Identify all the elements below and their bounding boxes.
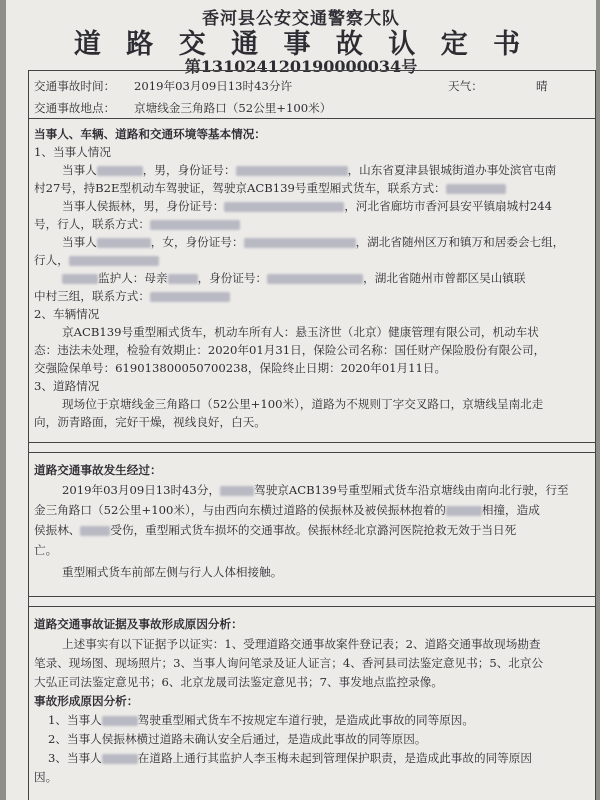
evidence-line3: 大弘正司法鉴定意见书；6、北京龙晟司法鉴定意见书；7、事发地点监控录像。 bbox=[34, 675, 443, 689]
divider-info bbox=[28, 118, 596, 119]
party-driver-line1: 当事人 ，男，身份证号： ，山东省夏津县银城街道办事处滨官屯南 bbox=[62, 163, 557, 177]
cause-line3: 3、当事人 在道路上通行其监护人李玉梅未起到管理保护职责，是造成此事故的同等原因 bbox=[48, 751, 532, 765]
guardian-line1: 监护人：母亲 ，身份证号： ，湖北省随州市曾都区吴山镇联 bbox=[62, 270, 525, 286]
party-driver-line2: 村27号，持B2E型机动车驾驶证，驾驶京ACB139号重型厢式货车，联系方式： bbox=[34, 180, 506, 196]
redacted-id bbox=[224, 202, 344, 212]
weather-value: 晴 bbox=[536, 79, 548, 93]
redacted-phone bbox=[150, 292, 230, 302]
time-value: 2019年03月09日13时43分许 bbox=[134, 79, 293, 93]
evidence-heading: 道路交通事故证据及事故形成原因分析： bbox=[34, 617, 243, 631]
guardian-line2: 中村三组，联系方式： bbox=[34, 288, 230, 304]
place-label: 交通事故地点： bbox=[34, 101, 116, 115]
redacted-name bbox=[102, 754, 138, 764]
process-line5: 重型厢式货车前部左侧与行人人体相接触。 bbox=[62, 565, 283, 579]
place-value: 京塘线金三角路口（52公里+100米） bbox=[134, 101, 332, 115]
process-line4: 亡。 bbox=[34, 543, 58, 557]
redacted-id bbox=[244, 238, 356, 248]
basic-heading: 当事人、车辆、道路和交通环境等基本情况： bbox=[34, 127, 266, 141]
process-line3: 侯振林、 受伤，重型厢式货车损坏的交通事故。侯振林经北京潞河医院抢救无效于当日死 bbox=[34, 523, 517, 537]
vehicle-line3: 交强险保单号：619013800050700238，保险终止日期：2020年01月11日。 bbox=[34, 361, 447, 375]
road-line1: 现场位于京塘线金三角路口（52公里+100米），道路为不规则丁字交叉路口，京塘线呈南北走 bbox=[62, 397, 544, 411]
cause-line1: 1、当事人 驾驶重型厢式货车不按规定车道行驶，是造成此事故的同等原因。 bbox=[48, 713, 474, 727]
redacted-phone bbox=[69, 256, 159, 266]
divider-process-2 bbox=[28, 606, 596, 607]
evidence-line2: 笔录、现场图、现场照片；3、当事人询问笔录及证人证言；4、香河县司法鉴定意见书；5、北京公 bbox=[34, 656, 544, 670]
party-pedestrian-line2: 号，行人，联系方式： bbox=[34, 216, 240, 232]
section-vehicle: 2、车辆情况 bbox=[34, 307, 100, 321]
redacted-name bbox=[102, 716, 138, 726]
document-title: 道 路 交 通 事 故 认 定 书 bbox=[73, 29, 529, 60]
vehicle-line2: 态：违法未处理，检验有效期止：2020年01月31日，保险公司名称：国任财产保险股份有限公司， bbox=[34, 343, 546, 357]
section-road: 3、道路情况 bbox=[34, 379, 100, 393]
cause-line4: 因。 bbox=[34, 770, 58, 784]
section-parties: 1、当事人情况 bbox=[34, 145, 111, 159]
redacted-phone bbox=[150, 220, 240, 230]
divider-process bbox=[28, 596, 596, 597]
redacted-phone bbox=[446, 184, 506, 194]
divider-basic-2 bbox=[28, 452, 596, 453]
party-child-line2: 行人， bbox=[34, 252, 159, 268]
road-line2: 向，沥青路面，完好干燥，视线良好，白天。 bbox=[34, 415, 266, 429]
accident-report-paper bbox=[6, 0, 596, 800]
redacted-id bbox=[236, 166, 348, 176]
redacted-name bbox=[220, 486, 254, 496]
time-label: 交通事故时间： bbox=[34, 79, 116, 93]
redacted-name bbox=[97, 238, 151, 248]
party-child-line1: 当事人 ，女，身份证号： ，湖北省随州区万和镇万和居委会七组， bbox=[62, 235, 565, 249]
evidence-line1: 上述事实有以下证据予以证实：1、受理道路交通事故案件登记表；2、道路交通事故现场勘查 bbox=[62, 637, 541, 651]
process-line1: 2019年03月09日13时43分， 驾驶京ACB139号重型厢式货车沿京塘线由南向北行驶，行至 bbox=[62, 483, 569, 497]
document-number: 第131024120190000034号 bbox=[184, 57, 418, 76]
redacted-name bbox=[80, 526, 110, 536]
redacted-name bbox=[97, 166, 143, 176]
divider-basic bbox=[28, 442, 596, 443]
process-heading: 道路交通事故发生经过： bbox=[34, 463, 162, 477]
issuing-organization: 香河县公安交通警察大队 bbox=[202, 9, 400, 29]
redacted-id bbox=[267, 274, 363, 284]
cause-line2: 2、当事人侯振林横过道路未确认安全后通过，是造成此事故的同等原因。 bbox=[48, 732, 427, 746]
party-pedestrian-line1: 当事人侯振林，男，身份证号： ，河北省廊坊市香河县安平镇扇城村244 bbox=[62, 199, 552, 213]
redacted-name bbox=[168, 274, 198, 284]
weather-label: 天气： bbox=[448, 79, 483, 93]
process-line2: 金三角路口（52公里+100米），与由西向东横过道路的侯振林及被侯振林抱着的 相撞，造成 bbox=[34, 503, 540, 517]
cause-heading: 事故形成原因分析： bbox=[34, 694, 139, 708]
redacted-name bbox=[62, 274, 98, 284]
redacted-name bbox=[446, 506, 482, 516]
vehicle-line1: 京ACB139号重型厢式货车，机动车所有人：悬玉济世（北京）健康管理有限公司，机动车状 bbox=[62, 325, 539, 339]
